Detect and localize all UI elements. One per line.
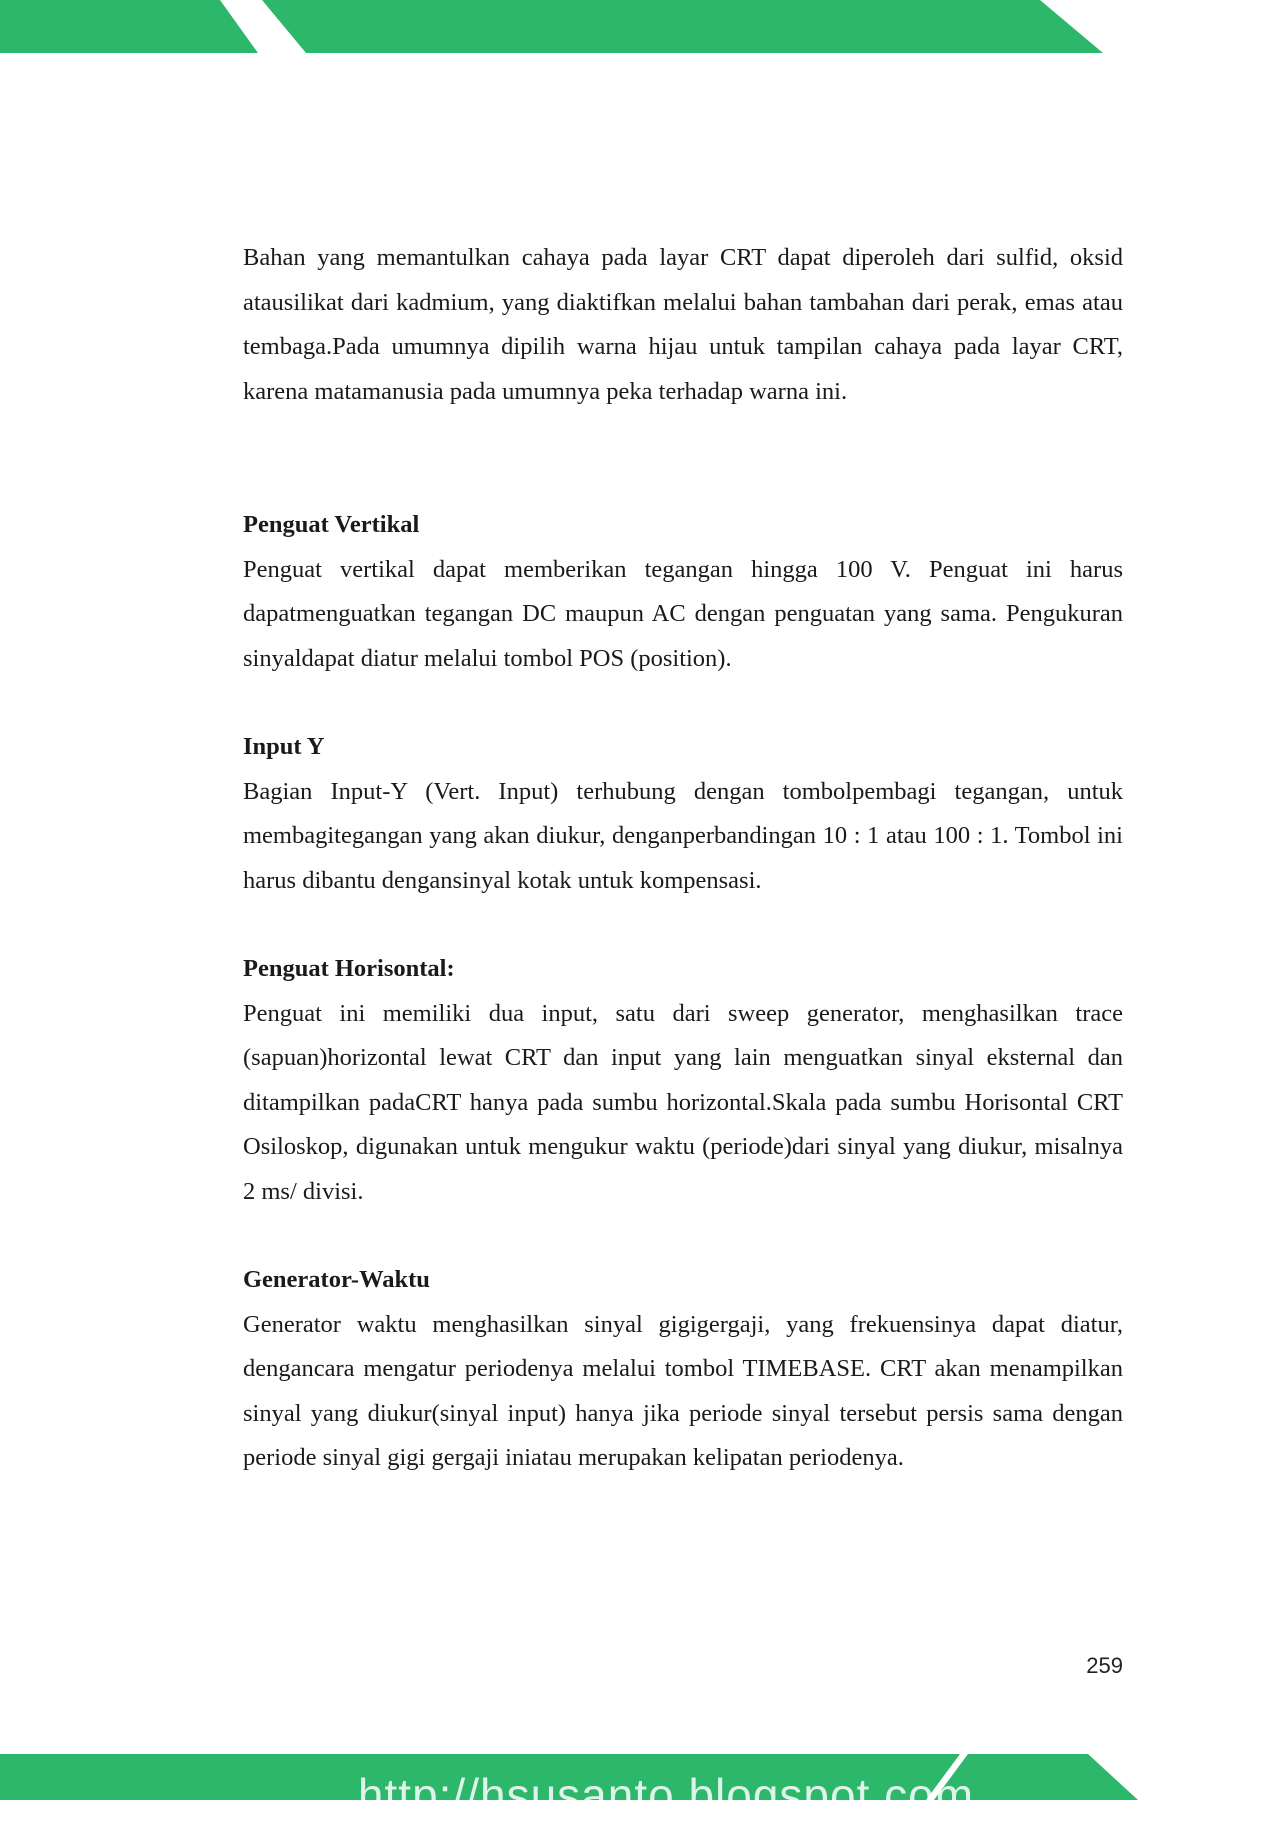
section-text-input-y: Bagian Input-Y (Vert. Input) terhubung dengan tombolpembagi tegangan, untuk membagitegangan yang akan diukur, denganperbandingan 10 : 1 atau 100 : 1. Tombol ini harus dibantu dengansinyal kotak untuk kompensasi. xyxy=(243,777,1123,894)
section-heading-input-y: Input Y xyxy=(243,733,325,760)
section-heading-penguat-vertikal: Penguat Vertikal xyxy=(243,511,420,538)
section-text-penguat-vertikal: Penguat vertikal dapat memberikan tegangan hingga 100 V. Penguat ini harus dapatmenguatkan tegangan DC maupun AC dengan penguatan yang sama. Pengukuran sinyaldapat diatur melalui tombol POS (position). xyxy=(243,555,1123,672)
section-text-generator-waktu: Generator waktu menghasilkan sinyal gigigergaji, yang frekuensinya dapat diatur, dengancara mengatur periodenya melalui tombol TIMEBASE. CRT akan menampilkan sinyal yang diukur(sinyal input) hanya jika periode sinyal tersebut persis sama dengan periode sinyal gigi gergaji iniatau merupakan kelipatan periodenya. xyxy=(243,1310,1123,1471)
top-band-right-segment xyxy=(262,0,1103,53)
intro-paragraph: Bahan yang memantulkan cahaya pada layar CRT dapat diperoleh dari sulfid, oksid atausilikat dari kadmium, yang diaktifkan melalui bahan tambahan dari perak, emas atau tembaga.Pada umumnya dipilih warna hijau untuk tampilan cahaya pada layar CRT, karena matamanusia pada umumnya peka terhadap warna ini. xyxy=(243,244,1123,405)
section-text-penguat-horisontal: Penguat ini memiliki dua input, satu dari sweep generator, menghasilkan trace (sapuan)horizontal lewat CRT dan input yang lain menguatkan sinyal eksternal dan ditampilkan padaCRT hanya pada sumbu horizontal.Skala pada sumbu Horisontal CRT Osiloskop, digunakan untuk mengukur waktu (periode)dari sinyal yang diukur, misalnya 2 ms/ divisi. xyxy=(243,999,1123,1205)
section-heading-generator-waktu: Generator-Waktu xyxy=(243,1266,430,1293)
page-number: 259 xyxy=(1086,1653,1123,1678)
section-heading-penguat-horisontal: Penguat Horisontal: xyxy=(243,955,455,982)
page-content xyxy=(243,236,1123,1481)
watermark-url: http://hsusanto.blogspot.com xyxy=(357,1769,975,1821)
top-band-left-segment xyxy=(0,0,258,53)
top-decorative-band xyxy=(0,0,1272,56)
